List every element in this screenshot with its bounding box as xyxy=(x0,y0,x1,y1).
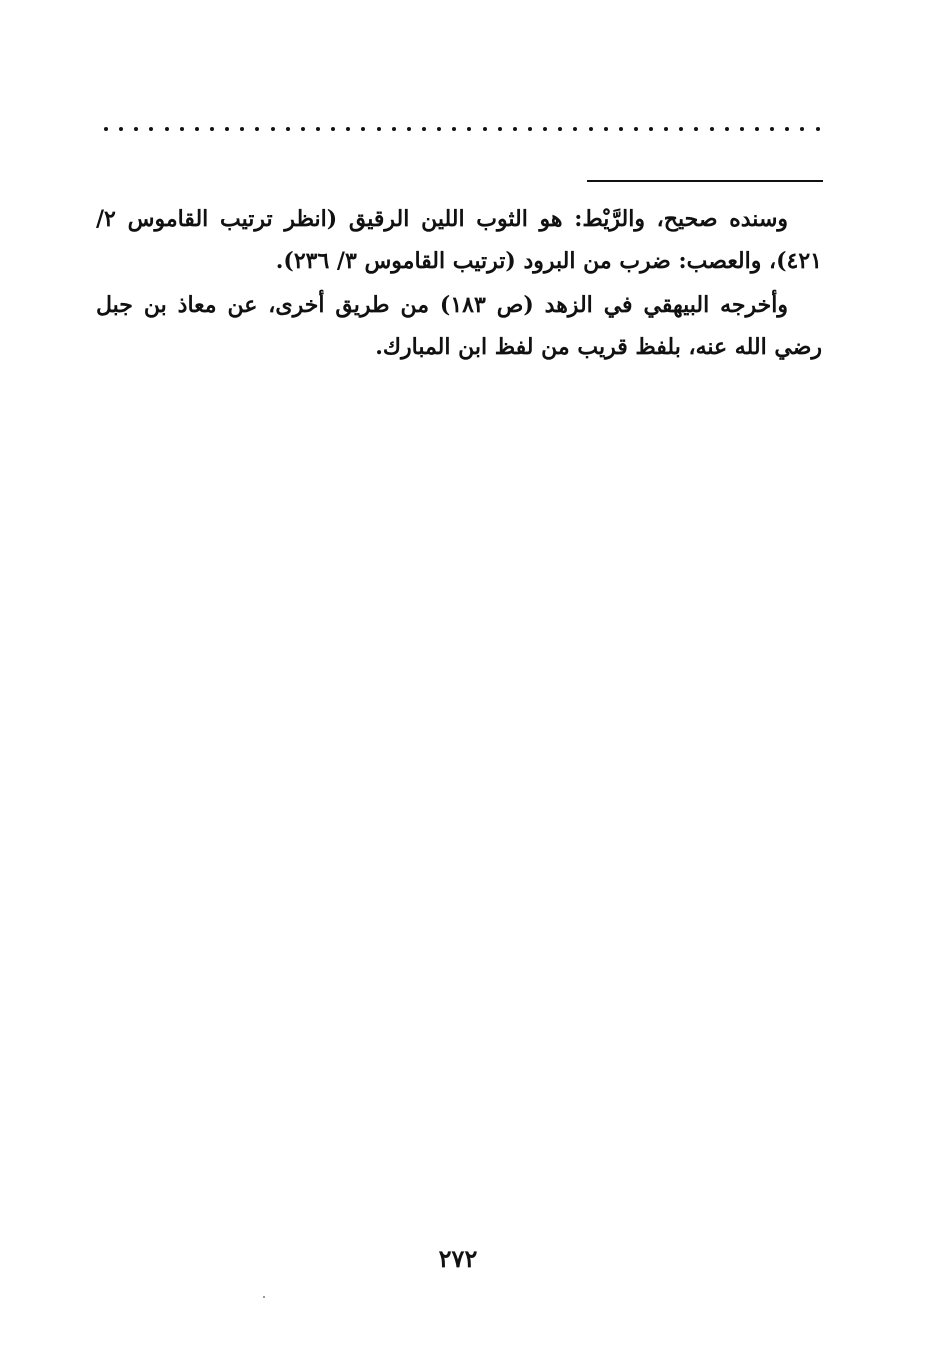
footnote-rule xyxy=(587,180,823,182)
footnote-paragraph: وأخرجه البيهقي في الزهد (ص ١٨٣) من طريق أخرى، عن معاذ بن جبل رضي الله عنه، بلفظ قريب من لفظ ابن المبارك. xyxy=(96,292,822,360)
leader-dot xyxy=(589,127,593,131)
leader-dot xyxy=(664,127,668,131)
leader-dot xyxy=(573,127,577,131)
leader-dot xyxy=(513,127,517,131)
leader-dot xyxy=(271,127,275,131)
leader-dot xyxy=(604,127,608,131)
leader-dot xyxy=(180,127,184,131)
leader-dot xyxy=(816,127,820,131)
leader-dot xyxy=(649,127,653,131)
leader-dot xyxy=(301,127,305,131)
leader-dot xyxy=(316,127,320,131)
leader-dot xyxy=(467,127,471,131)
leader-dot xyxy=(119,127,123,131)
leader-dot xyxy=(770,127,774,131)
leader-dot xyxy=(104,127,108,131)
scan-speck xyxy=(263,1296,265,1298)
leader-dot xyxy=(710,127,714,131)
leader-dot xyxy=(452,127,456,131)
leader-dot xyxy=(800,127,804,131)
leader-dot xyxy=(377,127,381,131)
leader-dot xyxy=(740,127,744,131)
leader-dot xyxy=(558,127,562,131)
leader-dot xyxy=(694,127,698,131)
footnotes-section xyxy=(96,198,822,370)
leader-dot xyxy=(210,127,214,131)
leader-dot xyxy=(165,127,169,131)
leader-dot xyxy=(149,127,153,131)
leader-dot xyxy=(619,127,623,131)
leader-dot xyxy=(134,127,138,131)
page-number: ٢٧٢ xyxy=(438,1244,478,1273)
leader-dot xyxy=(225,127,229,131)
leader-dot xyxy=(634,127,638,131)
leader-dot xyxy=(437,127,441,131)
leader-dot xyxy=(286,127,290,131)
leader-dot xyxy=(755,127,759,131)
footnote-paragraph: وسنده صحيح، والرَّيْط: هو الثوب اللين الرقيق (انظر ترتيب القاموس ٢/ ٤٢١)، والعصب: ضرب من البرود (ترتيب القاموس ٣/ ٢٣٦). xyxy=(96,206,822,274)
leader-dot xyxy=(331,127,335,131)
leader-dot xyxy=(392,127,396,131)
leader-dot xyxy=(361,127,365,131)
leader-dot xyxy=(679,127,683,131)
leader-dot xyxy=(725,127,729,131)
leader-dot xyxy=(543,127,547,131)
dot-leader-separator xyxy=(104,118,820,140)
leader-dot xyxy=(407,127,411,131)
leader-dot xyxy=(483,127,487,131)
leader-dot xyxy=(240,127,244,131)
leader-dot xyxy=(528,127,532,131)
leader-dot xyxy=(346,127,350,131)
leader-dot xyxy=(785,127,789,131)
leader-dot xyxy=(422,127,426,131)
leader-dot xyxy=(498,127,502,131)
leader-dot xyxy=(195,127,199,131)
leader-dot xyxy=(255,127,259,131)
